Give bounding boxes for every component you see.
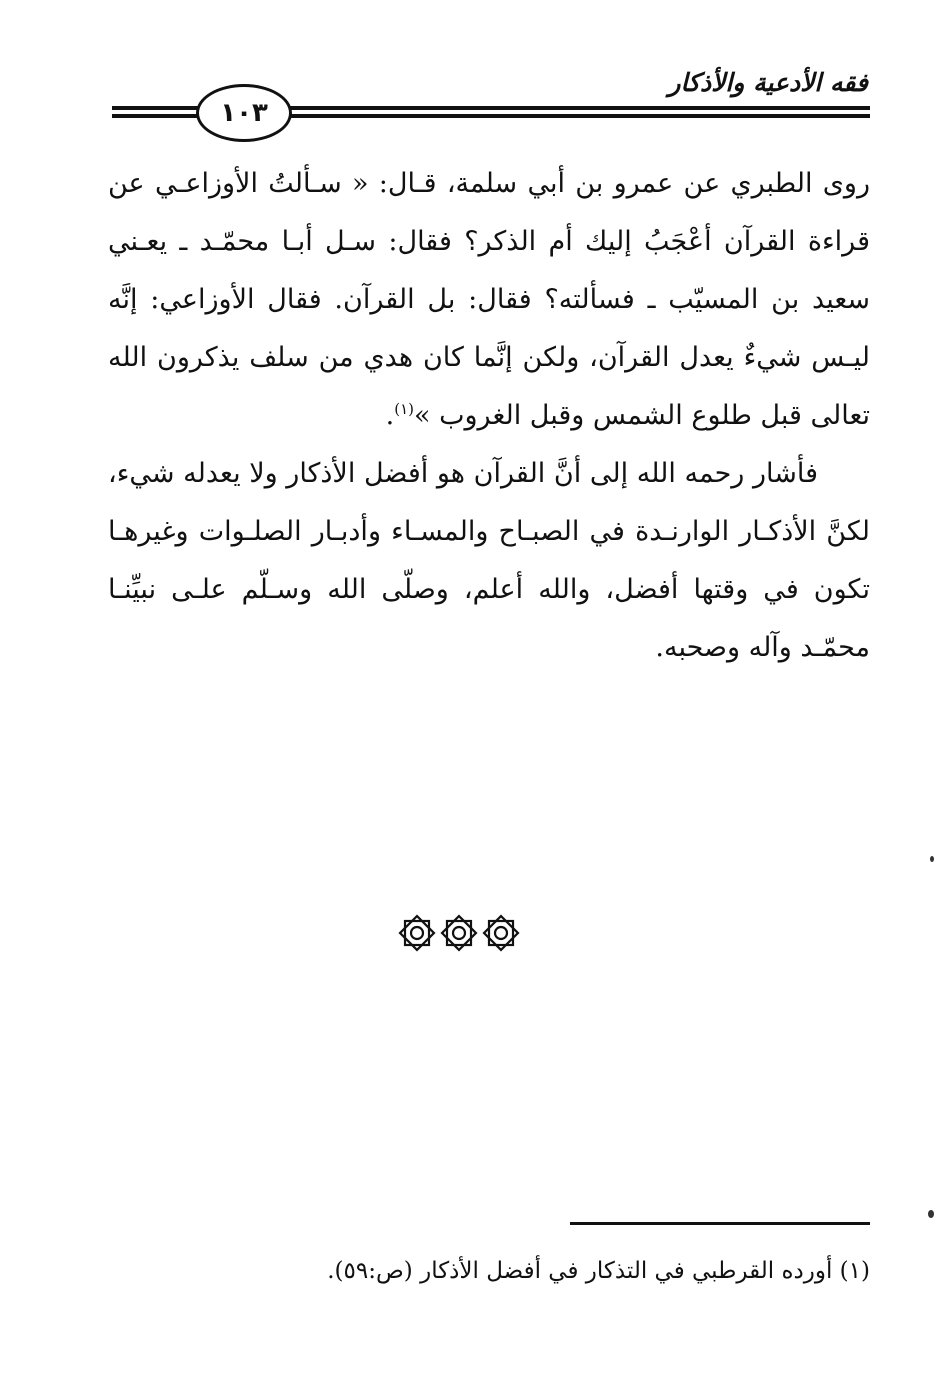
scan-speck bbox=[930, 856, 934, 862]
three-stars-ornament-icon bbox=[396, 912, 522, 954]
page-number: ١٠٣ bbox=[220, 98, 268, 128]
running-title: فقه الأدعية والأذكار bbox=[668, 68, 868, 97]
main-text bbox=[108, 155, 870, 677]
footnote-1: (١) أورده القرطبي في التذكار في أفضل الأذكار (ص:٥٩). bbox=[327, 1258, 870, 1284]
paragraph-1-end: . bbox=[385, 400, 395, 431]
scan-speck bbox=[928, 1210, 934, 1218]
footnote-reference[interactable]: (١) bbox=[394, 400, 414, 418]
page-number-badge bbox=[196, 84, 292, 142]
paragraph-2: فأشار رحمه الله إلى أنَّ القرآن هو أفضل الأذكار ولا يعدله شيء، لكنَّ الأذكـار الوارنـدة في الصبـاح والمسـاء وأدبـار الصلـوات وغيرهـا تكون في وقتها أفضل، والله أعلم، وصلّى الله وسـلّم علـى نبيِّنـا محمّـد وآله وصحبه. bbox=[108, 458, 870, 663]
footnote-separator bbox=[570, 1222, 870, 1225]
page-header bbox=[0, 0, 938, 140]
paragraph-1 bbox=[108, 155, 870, 445]
paragraph-1-text: روى الطبري عن عمرو بن أبي سلمة، قـال: « سـألتُ الأوزاعـي عن قراءة القرآن أعْجَبُ إليك أم الذكر؟ فقال: سـل أبـا محمّـد ـ يعـني سعيد بن المسيّب ـ فسألته؟ فقال: بل القرآن. فقال الأوزاعي: إنَّه ليـس شيءٌ يعدل القرآن، ولكن إنَّما كان هدي من سلف يذكرون الله تعالى قبل طلوع الشمس وقبل الغروب » bbox=[108, 168, 870, 431]
